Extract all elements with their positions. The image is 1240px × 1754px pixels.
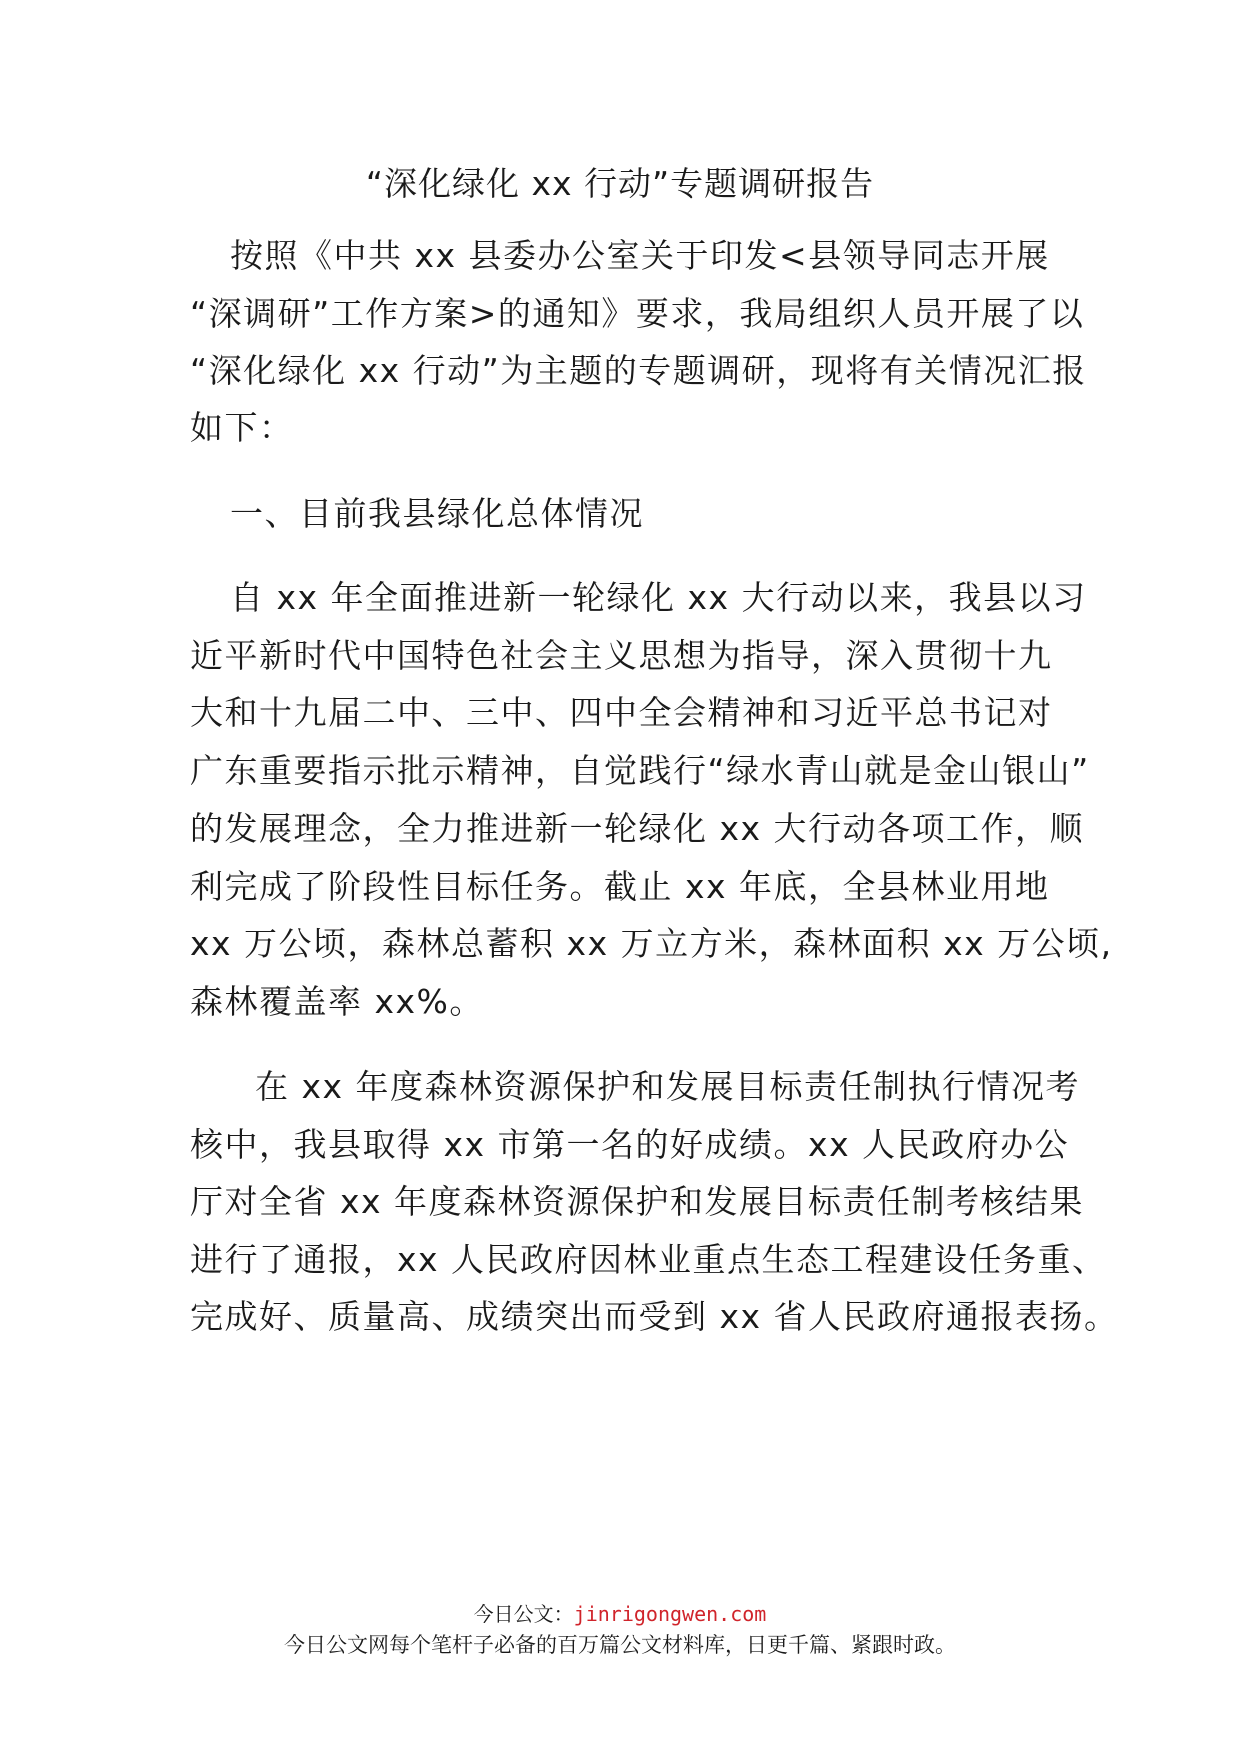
paragraph-line: 广东重要指示批示精神，自觉践行“绿水青山就是金山银山” [190, 751, 1090, 790]
intro-line: “深化绿化 xx 行动”为主题的专题调研，现将有关情况汇报 [190, 351, 1087, 390]
paragraph-line: 自 xx 年全面推进新一轮绿化 xx 大行动以来，我县以习 [230, 578, 1087, 617]
paragraph-line: xx 万公顷，森林总蓄积 xx 万立方米，森林面积 xx 万公顷, [190, 924, 1113, 963]
paragraph-line: 厅对全省 xx 年度森林资源保护和发展目标责任制考核结果 [190, 1182, 1085, 1221]
paragraph-line: 近平新时代中国特色社会主义思想为指导，深入贯彻十九 [190, 636, 1053, 675]
paragraph-line: 大和十九届二中、三中、四中全会精神和习近平总书记对 [190, 693, 1053, 732]
paragraph-line: 完成好、质量高、成绩突出而受到 xx 省人民政府通报表扬。 [190, 1297, 1119, 1336]
footer-link-line [0, 1600, 1240, 1628]
footer-link-label: 今日公文： [473, 1602, 574, 1626]
paragraph-line: 利完成了阶段性目标任务。截止 xx 年底，全县林业用地 [190, 867, 1050, 906]
document-title: “深化绿化 xx 行动”专题调研报告 [365, 164, 875, 203]
intro-line: “深调研”工作方案>的通知》要求，我局组织人员开展了以 [190, 294, 1085, 333]
paragraph-line: 核中，我县取得 xx 市第一名的好成绩。xx 人民政府办公 [190, 1125, 1070, 1164]
paragraph-line: 进行了通报，xx 人民政府因林业重点生态工程建设任务重、 [190, 1240, 1107, 1279]
footer-url-link[interactable]: jinrigongwen.com [573, 1602, 767, 1626]
intro-line: 按照《中共 xx 县委办公室关于印发<县领导同志开展 [230, 236, 1050, 275]
paragraph-line: 的发展理念，全力推进新一轮绿化 xx 大行动各项工作，顺 [190, 809, 1085, 848]
footer-description: 今日公文网每个笔杆子必备的百万篇公文材料库，日更千篇、紧跟时政。 [284, 1633, 956, 1657]
intro-line: 如下： [190, 408, 294, 447]
section-heading: 一、目前我县绿化总体情况 [230, 494, 644, 533]
paragraph-line: 在 xx 年度森林资源保护和发展目标责任制执行情况考 [255, 1067, 1081, 1106]
paragraph-line: 森林覆盖率 xx%。 [190, 982, 484, 1021]
